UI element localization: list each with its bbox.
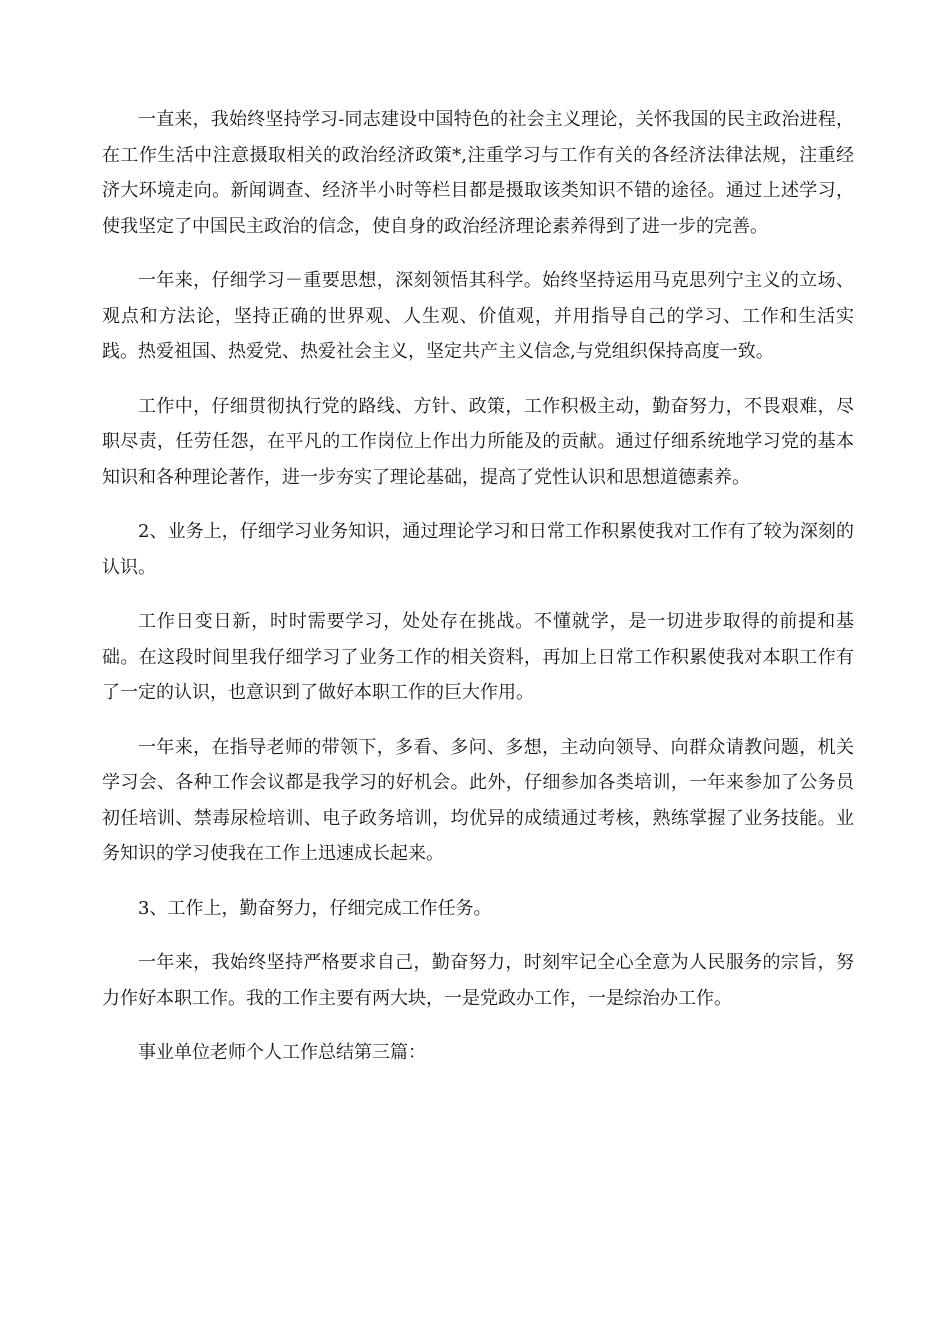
paragraph-duties: 一年来，我始终坚持严格要求自己，勤奋努力，时刻牢记全心全意为人民服务的宗旨，努力作好本职工作。我的工作主要有两大块，一是党政办工作，一是综治办工作。 — [102, 952, 854, 1009]
paragraph-work-heading: 3、工作上，勤奋努力，仔细完成工作任务。 — [138, 897, 492, 919]
document-body — [102, 102, 854, 1090]
paragraph-theory-study: 一年来，仔细学习－重要思想，深刻领悟其科学。始终坚持运用马克思列宁主义的立场、观点和方法论，坚持正确的世界观、人生观、价值观，并用指导自己的学习、工作和生活实践。热爱祖国、热爱党、热爱社会主义，坚定共产主义信念,与党组织保持高度一致。 — [102, 270, 854, 362]
paragraph-work-attitude: 工作中，仔细贯彻执行党的路线、方针、政策，工作积极主动，勤奋努力，不畏艰难，尽职尽责，任劳任怨，在平凡的工作岗位上作出力所能及的贡献。通过仔细系统地学习党的基本知识和各种理论著作，进一步夯实了理论基础，提高了党性认识和思想道德素养。 — [102, 395, 854, 488]
paragraph-section-three-title: 事业单位老师个人工作总结第三篇： — [138, 1042, 426, 1063]
paragraph-business-heading: 2、业务上，仔细学习业务知识，通过理论学习和日常工作积累使我对工作有了较为深刻的认识。 — [102, 521, 854, 578]
paragraph-political-study: 一直来，我始终坚持学习-同志建设中国特色的社会主义理论，关怀我国的民主政治进程，在工作生活中注意摄取相关的政治经济政策*,注重学习与工作有关的各经济法律法规，注重经济大环境走向。新闻调查、经济半小时等栏目都是摄取该类知识不错的途径。通过上述学习，使我坚定了中国民主政治的信念，使自身的政治经济理论素养得到了进一步的完善。 — [102, 109, 854, 237]
paragraph-daily-learning: 工作日变日新，时时需要学习，处处存在挑战。不懂就学，是一切进步取得的前提和基础。在这段时间里我仔细学习了业务工作的相关资料，再加上日常工作积累使我对本职工作有了一定的认识，也意识到了做好本职工作的巨大作用。 — [102, 611, 854, 703]
paragraph-training: 一年来，在指导老师的带领下，多看、多问、多想，主动向领导、向群众请教问题，机关学习会、各种工作会议都是我学习的好机会。此外，仔细参加各类培训，一年来参加了公务员初任培训、禁毒尿检培训、电子政务培训，均优异的成绩通过考核，熟练掌握了业务技能。业务知识的学习使我在工作上迅速成长起来。 — [102, 736, 854, 864]
